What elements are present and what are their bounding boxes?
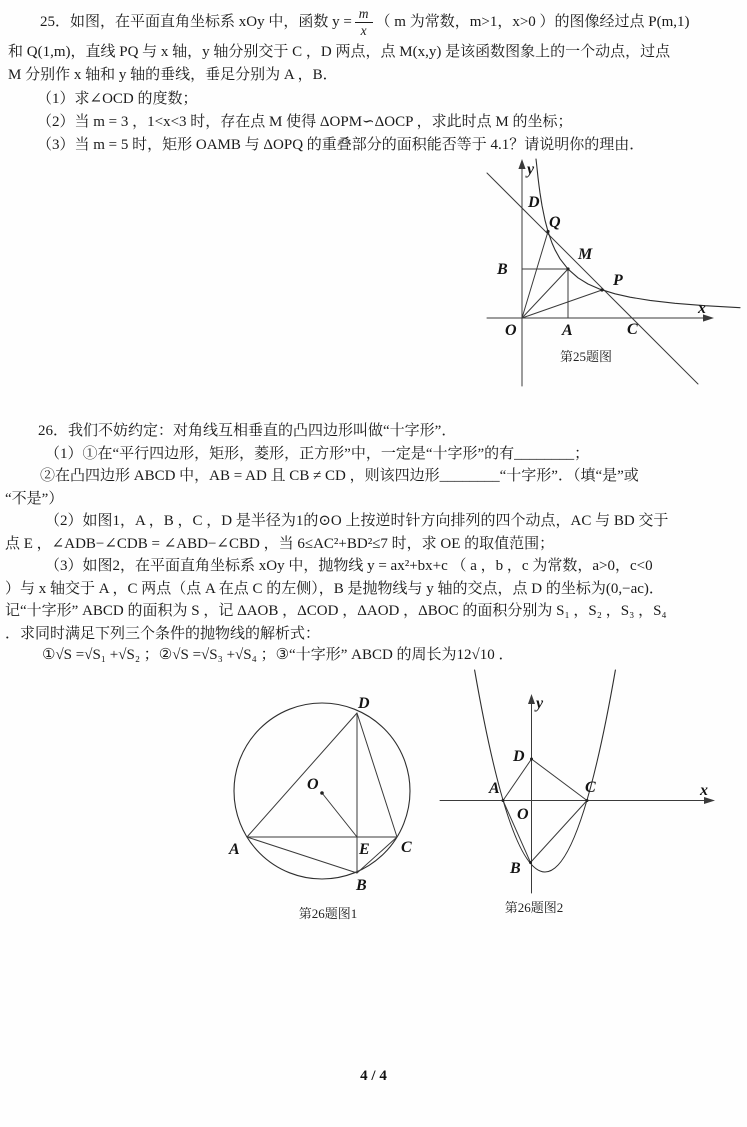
problem26-line9: 记“十字形” ABCD 的面积为 S ，记 ΔAOB ，ΔCOD ，ΔAOD ，ΔBOC 的面积分别为 S₁ ，S₂ ，S₃ ，S₄ bbox=[5, 603, 667, 619]
problem25-line1 bbox=[40, 6, 690, 38]
problem26-line4: “不是”） bbox=[5, 491, 64, 507]
fig25-label-y-axis: y bbox=[527, 161, 535, 178]
fig26-2-label-o: O bbox=[517, 806, 529, 823]
problem26-line8: ）与 x 轴交于 A ，C 两点（点 A 在点 C 的左侧），B 是抛物线与 y 轴的交点，点 D 的坐标为(0,−ac)． bbox=[5, 581, 664, 597]
fig25-label-b: B bbox=[497, 261, 508, 278]
fig26-1-caption: 第26题图1 bbox=[298, 906, 358, 921]
problem26-line1: 26．我们不妨约定：对角线互相垂直的凸四边形叫做“十字形”． bbox=[38, 423, 457, 439]
fig26-2-point-dots bbox=[502, 758, 589, 865]
fig26-2-segments bbox=[503, 759, 587, 863]
fig25-caption: 第25题图 bbox=[559, 349, 613, 364]
fig25-label-a: A bbox=[562, 322, 573, 339]
problem25-line1-suffix: （ m 为常数，m>1，x>0 ）的图像经过点 P(m,1) bbox=[375, 14, 690, 31]
fig26-1-label-d: D bbox=[358, 695, 370, 712]
problem26-line5: （2）如图1，A ，B ，C ，D 是半径为1的⊙O 上按逆时针方向排列的四个动点，AC 与 BD 交于 bbox=[45, 513, 669, 529]
fig26-1-center-dot bbox=[320, 791, 324, 795]
fig25-label-x-axis: x bbox=[698, 300, 706, 317]
problem26-line3: ②在凸四边形 ABCD 中，AB = AD 且 CB ≠ CD ，则该四边形________“十字形”．（填“是”或 bbox=[40, 468, 639, 484]
fraction-m-over-x bbox=[355, 6, 373, 38]
fig26-2-label-d: D bbox=[513, 748, 525, 765]
problem25-line1-prefix: 25．如图，在平面直角坐标系 xOy 中，函数 y = bbox=[40, 14, 352, 31]
fig25-segments bbox=[522, 232, 602, 319]
problem26-line10: ．求同时满足下列三个条件的抛物线的解析式： bbox=[5, 626, 321, 642]
fig26-1-label-b: B bbox=[356, 877, 367, 894]
fig25-label-c: C bbox=[627, 321, 638, 338]
fig26-2-parabola bbox=[475, 670, 616, 872]
fig25-label-m: M bbox=[578, 246, 593, 263]
fig25-label-d: D bbox=[528, 194, 540, 211]
problem26-line2: （1）①在“平行四边形，矩形，菱形，正方形”中，一定是“十字形”的有________； bbox=[45, 446, 590, 462]
fig26-2-label-x-axis: x bbox=[700, 782, 708, 799]
figure-problem26-1 bbox=[220, 690, 420, 930]
figure-problem25 bbox=[440, 158, 747, 405]
fig25-label-o: O bbox=[505, 322, 517, 339]
figure-problem26-2 bbox=[430, 658, 730, 923]
fig26-1-label-c: C bbox=[401, 839, 412, 856]
fig26-2-label-y-axis: y bbox=[536, 695, 544, 712]
fig25-label-p: P bbox=[613, 272, 623, 289]
fraction-numerator: m bbox=[355, 6, 373, 23]
problem25-item2: （2）当 m = 3 ，1<x<3 时，存在点 M 使得 ΔOPM∽ΔOCP ，求此时点 M 的坐标； bbox=[37, 114, 573, 130]
fig26-2-label-c: C bbox=[585, 779, 596, 796]
fraction-denominator: x bbox=[360, 22, 367, 38]
fig26-1-circle bbox=[234, 703, 410, 879]
fig26-1-label-a: A bbox=[229, 841, 240, 858]
fig26-2-label-b: B bbox=[510, 860, 521, 877]
problem25-item3: （3）当 m = 5 时，矩形 OAMB 与 ΔOPQ 的重叠部分的面积能否等于 4.1？请说明你的理由． bbox=[37, 137, 645, 153]
fig25-hyperbola-curve bbox=[536, 159, 740, 308]
fig26-1-label-o: O bbox=[307, 776, 319, 793]
fig26-1-label-e: E bbox=[359, 841, 370, 858]
fig25-label-q: Q bbox=[549, 214, 561, 231]
problem26-line7: （3）如图2，在平面直角坐标系 xOy 中，抛物线 y = ax²+bx+c （ a ，b ，c 为常数，a>0，c<0 bbox=[45, 558, 653, 574]
fig26-2-label-a: A bbox=[489, 780, 500, 797]
problem26-line6: 点 E ，∠ADB−∠CDB = ∠ABD−∠CBD ，当 6≤AC²+BD²≤7 时，求 OE 的取值范围； bbox=[5, 536, 555, 552]
page-number: 4 / 4 bbox=[360, 1068, 387, 1084]
problem26-line11: ①√S =√S₁ +√S₂ ；②√S =√S₃ +√S₄ ；③“十字形” ABCD 的周长为12√10 ． bbox=[42, 647, 514, 663]
problem25-item1: （1）求∠OCD 的度数； bbox=[37, 91, 198, 107]
fig26-2-caption: 第26题图2 bbox=[504, 900, 564, 915]
problem25-line3: M 分别作 x 轴和 y 轴的垂线，垂足分别为 A ，B． bbox=[8, 67, 338, 83]
problem25-line2: 和 Q(1,m)，直线 PQ 与 x 轴，y 轴分别交于 C ，D 两点，点 M(x,y) 是该函数图象上的一个动点，过点 bbox=[8, 44, 671, 60]
